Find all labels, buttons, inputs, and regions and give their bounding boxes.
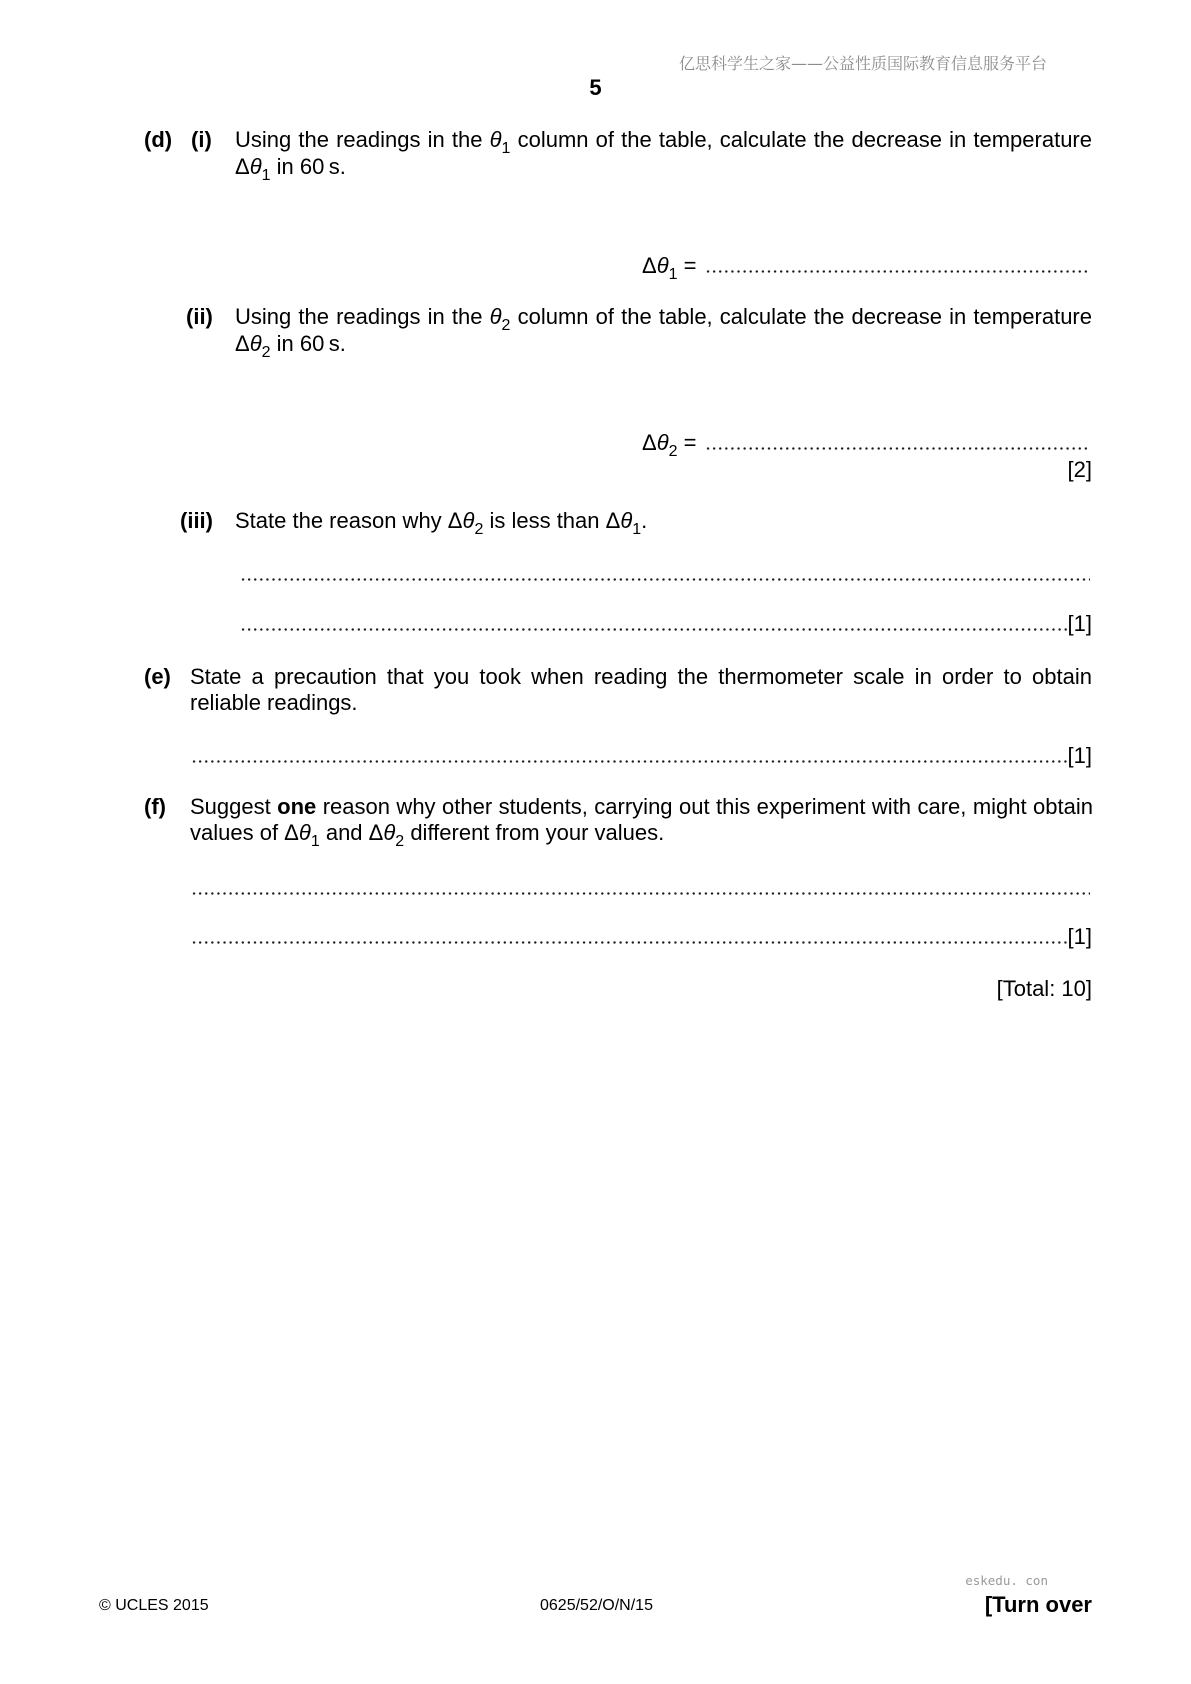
answer-line [191,743,1092,769]
theta-symbol: θ [462,508,475,533]
part-d-iii-label: (iii) [180,508,213,533]
question-text: column of the table, calculate the decrease in temperature [510,304,1092,329]
part-f-question-line2 [190,820,665,850]
delta-symbol: Δ [284,820,299,845]
answer-dotted-line [191,941,1068,944]
subscript-1: 1 [632,521,642,538]
subscript-1: 1 [310,833,320,850]
marks-label: [1] [1067,611,1092,636]
question-text: is less than [483,508,606,533]
question-text: and [319,820,369,845]
part-e-question-line1: State a precaution that you took when reading the thermometer scale in order to obtain [190,664,1092,689]
total-marks: [Total: 10] [996,976,1092,1001]
paper-code: 0625/52/O/N/15 [540,1597,653,1614]
equals-sign: = [677,253,697,278]
part-e-question-line2: reliable readings. [190,690,358,715]
answer-line [240,611,1092,637]
page-number: 5 [589,75,602,100]
answer-line [191,924,1092,950]
theta-symbol: θ [489,304,502,329]
part-f-label: (f) [144,794,166,819]
question-text: State the reason why [235,508,448,533]
answer-label [642,430,697,460]
subscript-1: 1 [501,140,511,157]
answer-label [642,253,697,283]
delta-symbol: Δ [368,820,384,845]
emphasis-text: one [277,794,317,819]
part-d-i-label: (i) [191,127,212,152]
question-text: in 60 s. [270,154,346,179]
equals-sign: = [677,430,697,455]
answer-line [191,875,1090,901]
delta-symbol: Δ [605,508,621,533]
answer-dotted-line [240,578,1090,581]
part-d-ii-question-line2 [235,331,346,361]
theta-symbol: θ [298,820,311,845]
turn-over: [Turn over [984,1592,1092,1617]
subscript-2: 2 [261,344,271,361]
part-d-i-question-line2 [235,154,346,184]
part-d-label: (d) [144,127,173,152]
delta-symbol: Δ [447,508,463,533]
theta-symbol: θ [620,508,633,533]
answer-dotted-line [705,270,1090,273]
marks-label: [1] [1067,924,1092,949]
marks-label: [1] [1067,743,1092,768]
question-text: Using the readings in the [235,127,490,152]
theta-symbol: θ [656,430,669,455]
part-d-iii-question [235,508,648,538]
question-text: in 60 s. [270,331,346,356]
marks-label: [2] [1067,457,1092,482]
part-d-ii-question-line1 [235,304,1092,334]
question-text: . [641,508,648,533]
subscript-2: 2 [501,317,511,334]
delta-symbol: Δ [235,154,250,179]
subscript-2: 2 [474,521,484,538]
theta-symbol: θ [249,331,262,356]
part-f-question-line1 [190,794,1093,820]
theta-symbol: θ [656,253,669,278]
answer-line-delta-theta-1 [642,253,1090,283]
part-d-ii-label: (ii) [186,304,213,329]
part-e-label: (e) [144,664,171,689]
question-text: reason why other students, carrying out this experiment with care, might obtain [316,794,1094,819]
answer-line [240,561,1090,587]
question-text: Using the readings in the [235,304,490,329]
question-text: column of the table, calculate the decrease in temperature [510,127,1092,152]
theta-symbol: θ [489,127,502,152]
answer-dotted-line [705,447,1090,450]
subscript-1: 1 [668,266,678,283]
question-text: different from your values. [404,820,665,845]
subscript-1: 1 [261,167,271,184]
subscript-2: 2 [668,443,678,460]
subscript-2: 2 [395,833,405,850]
delta-symbol: Δ [235,331,250,356]
watermark-footer: eskedu. con [965,1573,1048,1588]
theta-symbol: θ [383,820,396,845]
question-text: values of [190,820,285,845]
answer-dotted-line [191,892,1090,895]
watermark-header: 亿思科学生之家——公益性质国际教育信息服务平台 [679,54,1048,73]
delta-symbol: Δ [642,430,657,455]
question-text: Suggest [190,794,278,819]
answer-line-delta-theta-2 [642,430,1090,460]
answer-dotted-line [191,760,1068,763]
part-d-i-question-line1 [235,127,1092,157]
theta-symbol: θ [249,154,262,179]
delta-symbol: Δ [642,253,657,278]
copyright: © UCLES 2015 [99,1597,209,1614]
answer-dotted-line [240,628,1068,631]
